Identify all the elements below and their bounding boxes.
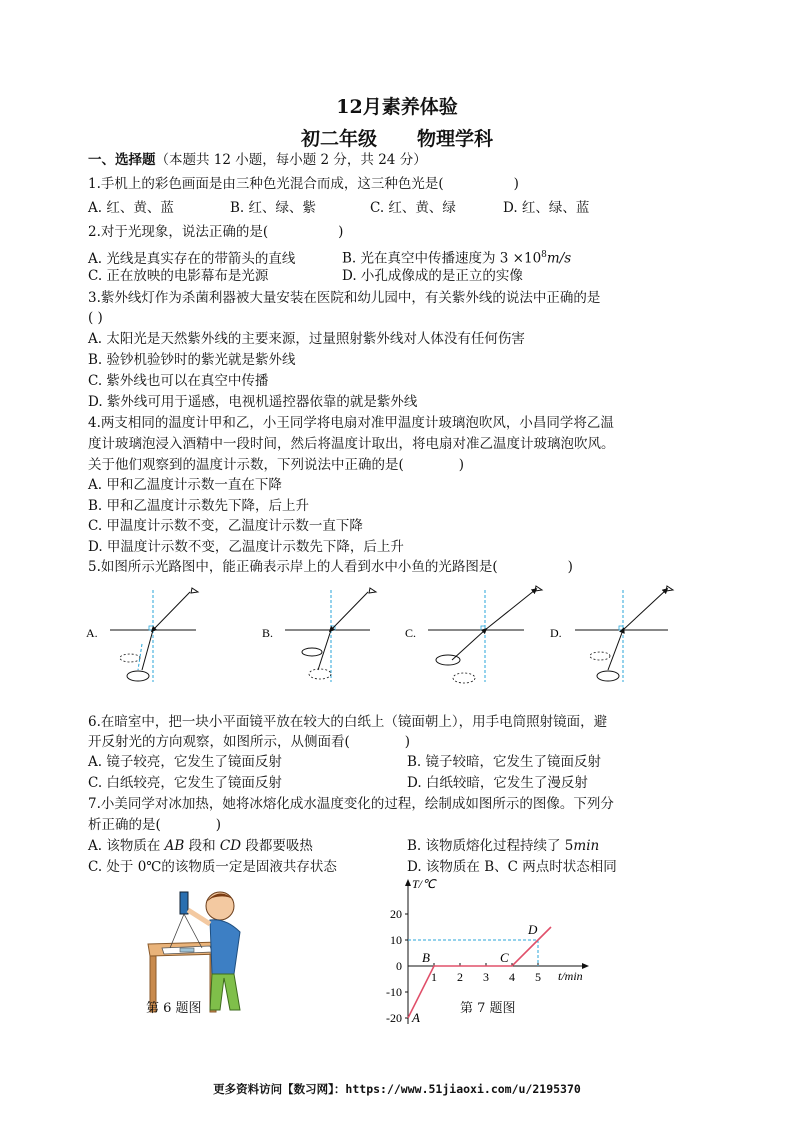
q3-option-d: D. 紫外线可用于遥感，电视机遥控器依靠的就是紫外线: [88, 394, 418, 410]
point-label-c: C: [500, 950, 509, 965]
q5-label-a: A.: [86, 626, 98, 640]
q7-line2: [88, 815, 221, 835]
x-tick-label: 3: [483, 970, 489, 984]
q1-option-a: A. 红、黄、蓝: [88, 200, 174, 216]
y-tick-label: 20: [390, 907, 402, 921]
q3-option-c: C. 紫外线也可以在真空中传播: [88, 373, 269, 389]
section-note: （本题共 12 小题，每小题 2 分，共 24 分）: [155, 152, 427, 168]
q7-option-a: [88, 836, 313, 856]
x-tick-label: 5: [535, 970, 541, 984]
q7-line2-text: 析正确的是(: [88, 817, 161, 833]
y-tick-label: -20: [386, 1011, 402, 1025]
q3-stem: 3.紫外线灯作为杀菌利器被大量安装在医院和幼儿园中，有关紫外线的说法中正确的是: [88, 290, 601, 306]
point-label-b: B: [422, 950, 430, 965]
q3-option-a: A. 太阳光是天然紫外线的主要来源，过量照射紫外线对人体没有任何伤害: [88, 331, 525, 347]
q5-figure-b: [262, 588, 376, 682]
q5-figure-d: [550, 586, 673, 682]
q2-paren: ): [338, 224, 344, 240]
q4-line3-text: 关于他们观察到的温度计示数，下列说法中正确的是(: [88, 457, 404, 473]
x-axis-arrow: [582, 963, 589, 969]
q4-option-b: B. 甲和乙温度计示数先下降，后上升: [88, 498, 310, 514]
q6-option-d: D. 白纸较暗，它发生了漫反射: [407, 775, 588, 791]
q5-text: 5.如图所示光路图中，能正确表示岸上的人看到水中小鱼的光路图是(: [88, 559, 498, 575]
x-tick-label: 2: [457, 970, 463, 984]
q6-line2: [88, 732, 410, 752]
q2-option-a: A. 光线是真实存在的带箭头的直线: [88, 250, 296, 267]
q5-light-path-figures: [80, 582, 700, 692]
q2-option-b-exponent: 8: [541, 250, 547, 260]
q4-line2: 度计玻璃泡浸入酒精中一段时间，然后将温度计取出，将电扇对准乙温度计玻璃泡吹风。: [88, 436, 615, 452]
q5-label-b: B.: [262, 626, 274, 640]
x-axis-label: t/min: [558, 969, 583, 983]
q1-options: [88, 198, 589, 218]
q5-figure-c: [405, 586, 542, 683]
q4-option-c: C. 甲温度计示数不变，乙温度计示数一直下降: [88, 518, 363, 534]
q7-line1: 7.小美同学对冰加热，她将冰熔化成水温度变化的过程，绘制成如图所示的图像。下列分: [88, 796, 614, 812]
section-heading: [88, 150, 427, 170]
q7-caption: 第 7 题图: [460, 1001, 516, 1016]
q6-line1: 6.在暗室中，把一块小平面镜平放在较大的白纸上（镜面朝上），用手电筒照射镜面，避: [88, 714, 608, 730]
y-axis-label: T/℃: [412, 877, 436, 891]
q1-text: 1.手机上的彩色画面是由三种色光混合而成，这三种色光是(: [88, 176, 444, 192]
x-tick-label: 4: [509, 970, 515, 984]
q5-stem: [88, 557, 573, 577]
q5-label-d: D.: [550, 626, 562, 640]
q2-stem: [88, 222, 343, 242]
q1-option-b: B. 红、绿、紫: [230, 200, 317, 216]
q6-line2-text: 开反射光的方向观察，如图所示，从侧面看(: [88, 734, 350, 750]
page-title: 12月素养体验: [336, 96, 458, 118]
section-title: 一、选择题: [88, 152, 156, 168]
point-label-d: D: [528, 922, 538, 937]
q7-option-c: C. 处于 0℃的该物质一定是固液共存状态: [88, 859, 337, 875]
y-axis-arrow: [405, 879, 411, 886]
q4-line3: [88, 455, 464, 475]
q7-option-a-cd: CD: [219, 838, 242, 854]
q2-option-ab: [88, 245, 571, 269]
q5-label-c: C.: [405, 626, 417, 640]
q2-option-cd: [88, 266, 523, 286]
q7-option-a-post: 段都要吸热: [241, 838, 313, 854]
q1-stem: [88, 174, 519, 194]
y-tick-label: 10: [390, 933, 402, 947]
q1-paren: ): [513, 176, 519, 192]
q4-line1: 4.两支相同的温度计甲和乙，小王同学将电扇对准甲温度计玻璃泡吹风，小昌同学将乙温: [88, 415, 614, 431]
q6-caption: 第 6 题图: [146, 1001, 202, 1016]
x-tick-label: 1: [431, 970, 437, 984]
point-label-a: A: [412, 1010, 420, 1025]
q3-paren: ( ): [88, 310, 103, 326]
q2-text: 2.对于光现象，说法正确的是(: [88, 224, 269, 240]
q4-option-d: D. 甲温度计示数不变，乙温度计示数先下降，后上升: [88, 539, 404, 555]
q5-paren: ): [567, 559, 573, 575]
q6-option-b: B. 镜子较暗，它发生了镜面反射: [407, 754, 602, 770]
q6-option-a: A. 镜子较亮，它发生了镜面反射: [88, 754, 282, 770]
q6-paren: ): [404, 734, 411, 750]
q7-option-a-ab: AB: [164, 838, 185, 854]
y-tick-label: -10: [386, 985, 402, 999]
origin-label: 0: [396, 959, 402, 973]
q2-option-d: D. 小孔成像成的是正立的实像: [342, 268, 523, 284]
q1-option-c: C. 红、黄、绿: [370, 200, 456, 216]
q1-option-d: D. 红、绿、蓝: [503, 200, 590, 216]
q4-option-a: A. 甲和乙温度计示数一直在下降: [88, 477, 282, 493]
q7-option-b-unit: min: [573, 838, 600, 854]
q7-option-a-pre: A. 该物质在: [88, 838, 165, 854]
page-subtitle: [0, 124, 794, 151]
footer-link-text: 更多资料访问【数习网】：https://www.51jiaoxi.com/u/2195370: [213, 1082, 581, 1096]
subject-label: 物理学科: [417, 128, 494, 150]
q2-option-b: B. 光在真空中传播速度为 3 ×10: [342, 250, 542, 267]
q6-option-c: C. 白纸较亮，它发生了镜面反射: [88, 775, 282, 791]
q4-paren: ): [458, 457, 465, 473]
q5-figure-a: [86, 588, 198, 682]
q7-option-b: [407, 836, 599, 856]
flashlight-icon: [180, 892, 188, 914]
q3-option-b: B. 验钞机验钞时的紫光就是紫外线: [88, 352, 296, 368]
grade-label: 初二年级: [300, 128, 377, 150]
q2-option-c: C. 正在放映的电影幕布是光源: [88, 268, 269, 284]
q7-option-a-mid: 段和: [184, 838, 220, 854]
q7-option-d: D. 该物质在 B、C 两点时状态相同: [407, 859, 617, 875]
q7-option-b-pre: B. 该物质熔化过程持续了 5: [407, 838, 574, 854]
q7-paren: ): [215, 817, 222, 833]
q2-option-b-unit: m/s: [546, 250, 572, 267]
